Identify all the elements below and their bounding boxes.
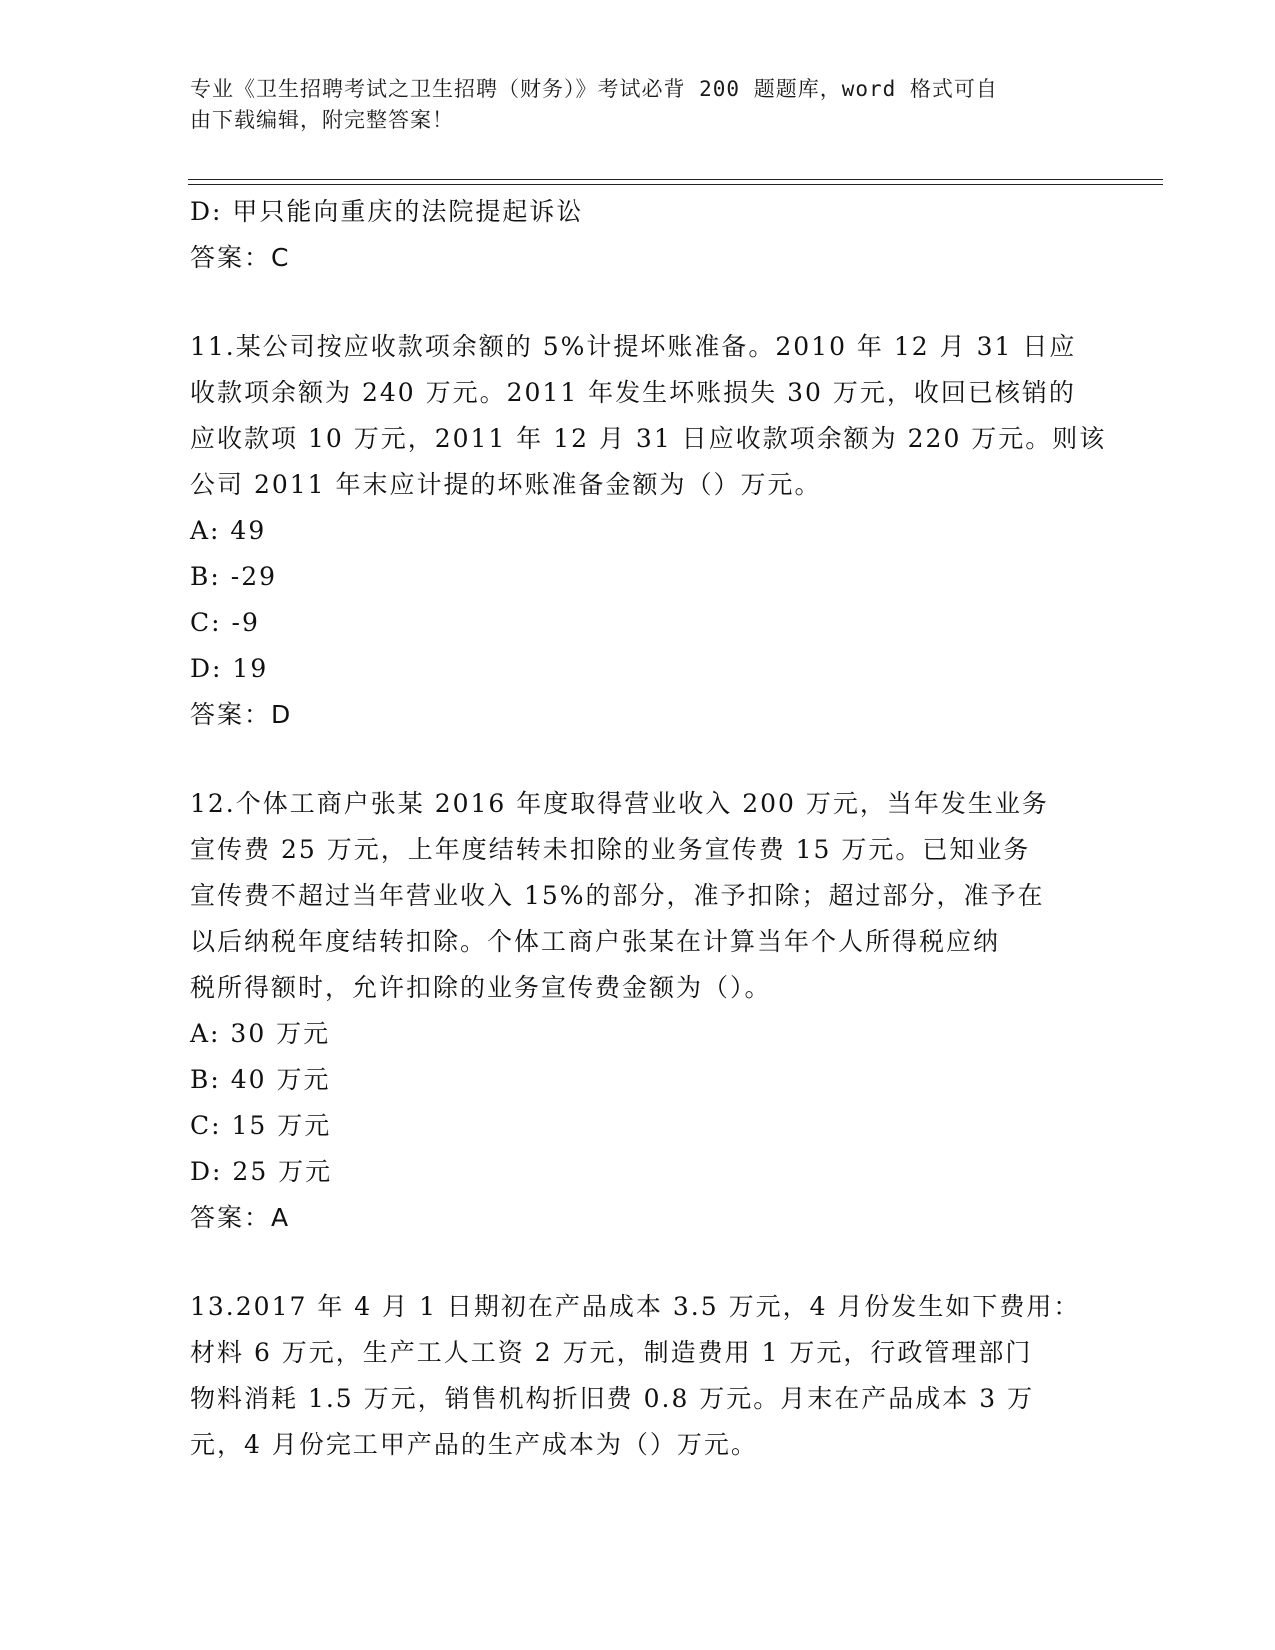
option-a: A: 30 万元 (190, 1019, 331, 1048)
question-text-line: 材料 6 万元，生产工人工资 2 万元，制造费用 1 万元，行政管理部门 (190, 1338, 1033, 1367)
question-text-line: 以后纳税年度结转扣除。个体工商户张某在计算当年个人所得税应纳 (190, 927, 1001, 956)
previous-question-tail (190, 189, 1090, 281)
option-c: C: 15 万元 (190, 1111, 332, 1140)
option-d: D: 甲只能向重庆的法院提起诉讼 (190, 197, 584, 226)
spacer (190, 738, 1090, 781)
spacer (190, 281, 1090, 324)
question-13 (190, 1284, 1090, 1468)
question-text-line: 公司 2011 年末应计提的坏账准备金额为（）万元。 (190, 470, 822, 499)
header-line-1: 专业《卫生招聘考试之卫生招聘（财务）》考试必背 200 题题库，word 格式可自 (190, 77, 998, 101)
option-d: D: 19 (190, 654, 269, 683)
question-text-line: 13.2017 年 4 月 1 日期初在产品成本 3.5 万元，4 月份发生如下费用： (190, 1292, 1081, 1321)
question-text-line: 宣传费不超过当年营业收入 15%的部分，准予扣除；超过部分，准予在 (190, 881, 1045, 910)
option-b: B: 40 万元 (190, 1065, 331, 1094)
question-text-line: 11.某公司按应收款项余额的 5%计提坏账准备。2010 年 12 月 31 日应 (190, 332, 1077, 361)
header-divider-top (188, 179, 1163, 180)
option-b: B: -29 (190, 562, 277, 591)
question-text-line: 元，4 月份完工甲产品的生产成本为（）万元。 (190, 1430, 758, 1459)
question-text-line: 税所得额时，允许扣除的业务宣传费金额为（）。 (190, 973, 772, 1002)
question-11 (190, 324, 1107, 738)
header-divider-bottom (188, 184, 1163, 185)
header-line-2: 由下载编辑，附完整答案！ (190, 108, 454, 132)
document-header (190, 74, 1070, 136)
question-text-line: 宣传费 25 万元，上年度结转未扣除的业务宣传费 15 万元。已知业务 (190, 835, 1031, 864)
question-text-line: 物料消耗 1.5 万元，销售机构折旧费 0.8 万元。月末在产品成本 3 万 (190, 1384, 1035, 1413)
question-text-line: 12.个体工商户张某 2016 年度取得营业收入 200 万元，当年发生业务 (190, 789, 1049, 818)
question-text-line: 应收款项 10 万元，2011 年 12 月 31 日应收款项余额为 220 万元。则该 (190, 424, 1107, 453)
option-d: D: 25 万元 (190, 1157, 333, 1186)
option-c: C: -9 (190, 608, 260, 637)
answer-line: 答案：C (190, 243, 291, 272)
option-a: A: 49 (190, 516, 267, 545)
answer-line: 答案：A (190, 1203, 291, 1232)
question-text-line: 收款项余额为 240 万元。2011 年发生坏账损失 30 万元，收回已核销的 (190, 378, 1076, 407)
question-12 (190, 781, 1090, 1241)
spacer (190, 1241, 1090, 1284)
document-body (190, 189, 1107, 1468)
answer-line: 答案：D (190, 700, 293, 729)
